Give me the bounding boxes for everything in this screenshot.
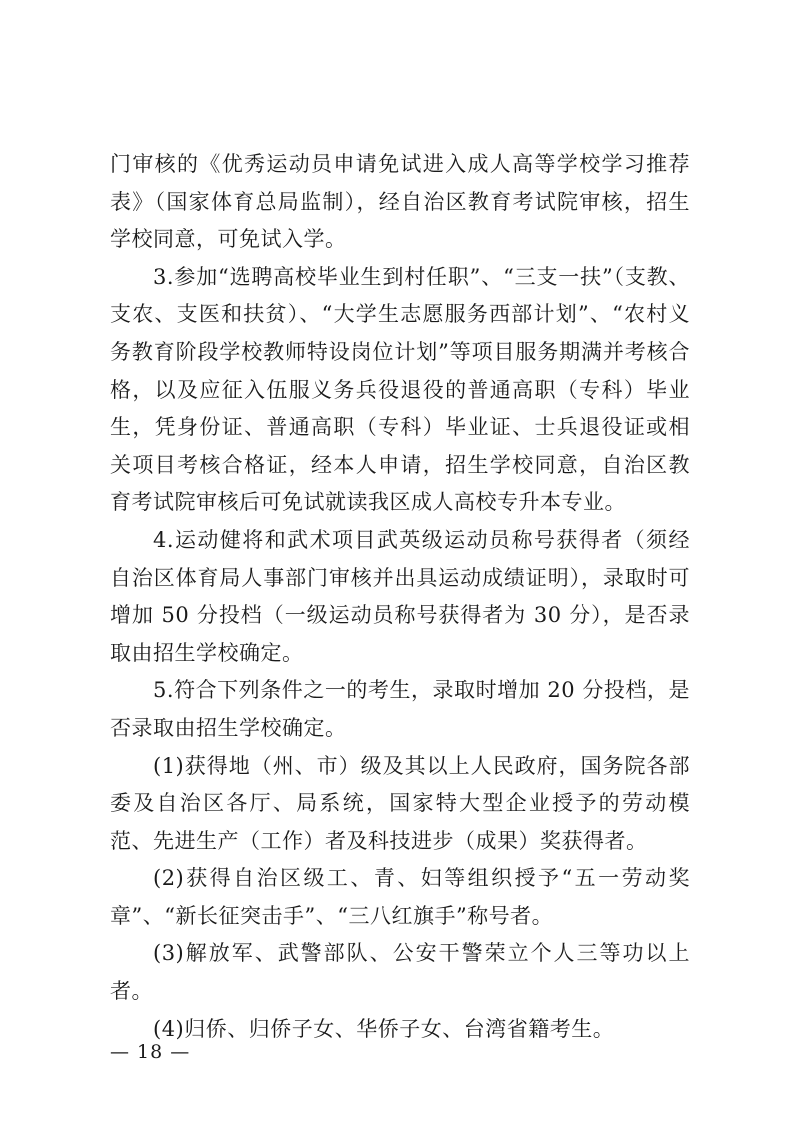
page-number: — 18 — bbox=[110, 1041, 191, 1063]
paragraph-item-4: 4.运动健将和武术项目武英级运动员称号获得者（须经自治区体育局人事部门审核并出具运动成绩证明），录取时可增加 50 分投档（一级运动员称号获得者为 30 分），是否录取由招生学校确定。 bbox=[110, 527, 690, 665]
sub-item-4: (4)归侨、归侨子女、华侨子女、台湾省籍考生。 bbox=[153, 1016, 615, 1041]
document-body bbox=[110, 146, 690, 1048]
sub-item-3: (3)解放军、武警部队、公安干警荣立个人三等功以上者。 bbox=[110, 941, 690, 1004]
paragraph-continuation: 门审核的《优秀运动员申请免试进入成人高等学校学习推荐表》（国家体育总局监制），经自治区教育考试院审核，招生学校同意，可免试入学。 bbox=[110, 152, 690, 252]
paragraph-item-5: 5.符合下列条件之一的考生，录取时增加 20 分投档，是否录取由招生学校确定。 bbox=[110, 678, 690, 740]
sub-item-1: (1)获得地（州、市）级及其以上人民政府，国务院各部委及自治区各厅、局系统，国家特大型企业授予的劳动模范、先进生产（工作）者及科技进步（成果）奖获得者。 bbox=[110, 753, 690, 853]
sub-item-2: (2)获得自治区级工、青、妇等组织授予“五一劳动奖章”、“新长征突击手”、“三八红旗手”称号者。 bbox=[110, 866, 690, 928]
paragraph-item-3: 3.参加“选聘高校毕业生到村任职”、“三支一扶”（支教、支农、支医和扶贫）、“大学生志愿服务西部计划”、“农村义务教育阶段学校教师特设岗位计划”等项目服务期满并考核合格，以及应征入伍服义务兵役退役的普通高职（专科）毕业生，凭身份证、普通高职（专科）毕业证、士兵退役证或相关项目考核合格证，经本人申请，招生学校同意，自治区教育考试院审核后可免试就读我区成人高校专升本专业。 bbox=[110, 264, 690, 515]
